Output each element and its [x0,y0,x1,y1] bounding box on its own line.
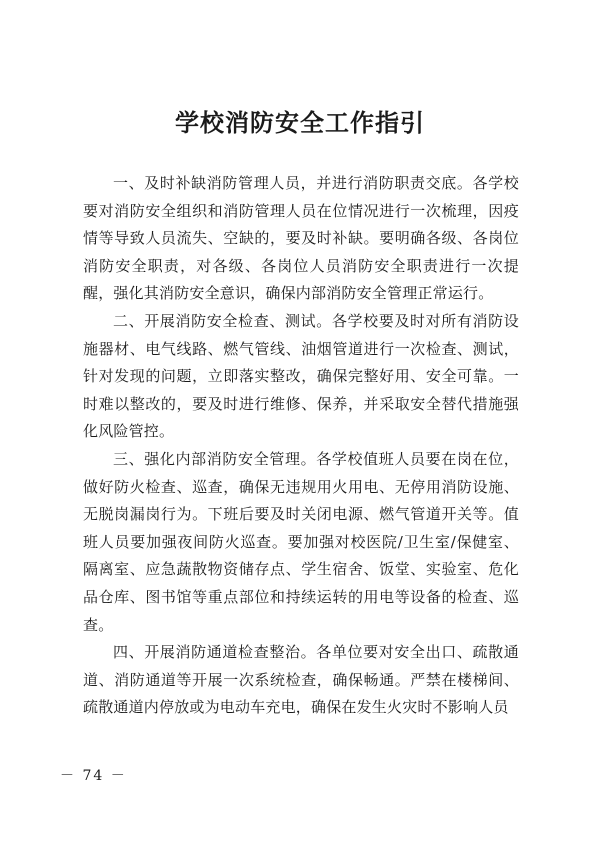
document-title: 学校消防安全工作指引 [175,108,425,137]
paragraph-4: 四、开展消防通道检查整治。各单位要对安全出口、疏散通道、消防通道等开展一次系统检查，确保畅通。严禁在楼梯间、疏散通道内停放或为电动车充电，确保在发生火灾时不影响人员 [83,643,519,717]
page-number: － 74 － [60,768,127,784]
paragraph-2: 二、开展消防安全检查、测试。各学校要及时对所有消防设施器材、电气线路、燃气管线、油烟管道进行一次检查、测试，针对发现的问题，立即落实整改，确保完整好用、安全可靠。一时难以整改的，要及时进行维修、保养，并采取安全替代措施强化风险管控。 [83,311,519,441]
paragraph-3: 三、强化内部消防安全管理。各学校值班人员要在岗在位，做好防火检查、巡查，确保无违规用火用电、无停用消防设施、无脱岗漏岗行为。下班后要及时关闭电源、燃气管道开关等。值班人员要加强夜间防火巡查。要加强对校医院/卫生室/保健室、隔离室、应急蔬散物资储存点、学生宿舍、饭堂、实验室、危化品仓库、图书馆等重点部位和持续运转的用电等设备的检查、巡查。 [83,449,519,634]
document-body [83,170,519,722]
paragraph-1: 一、及时补缺消防管理人员，并进行消防职责交底。各学校要对消防安全组织和消防管理人员在位情况进行一次梳理，因疫情等导致人员流失、空缺的，要及时补缺。要明确各级、各岗位消防安全职责，对各级、各岗位人员消防安全职责进行一次提醒，强化其消防安全意识，确保内部消防安全管理正常运行。 [83,174,519,303]
